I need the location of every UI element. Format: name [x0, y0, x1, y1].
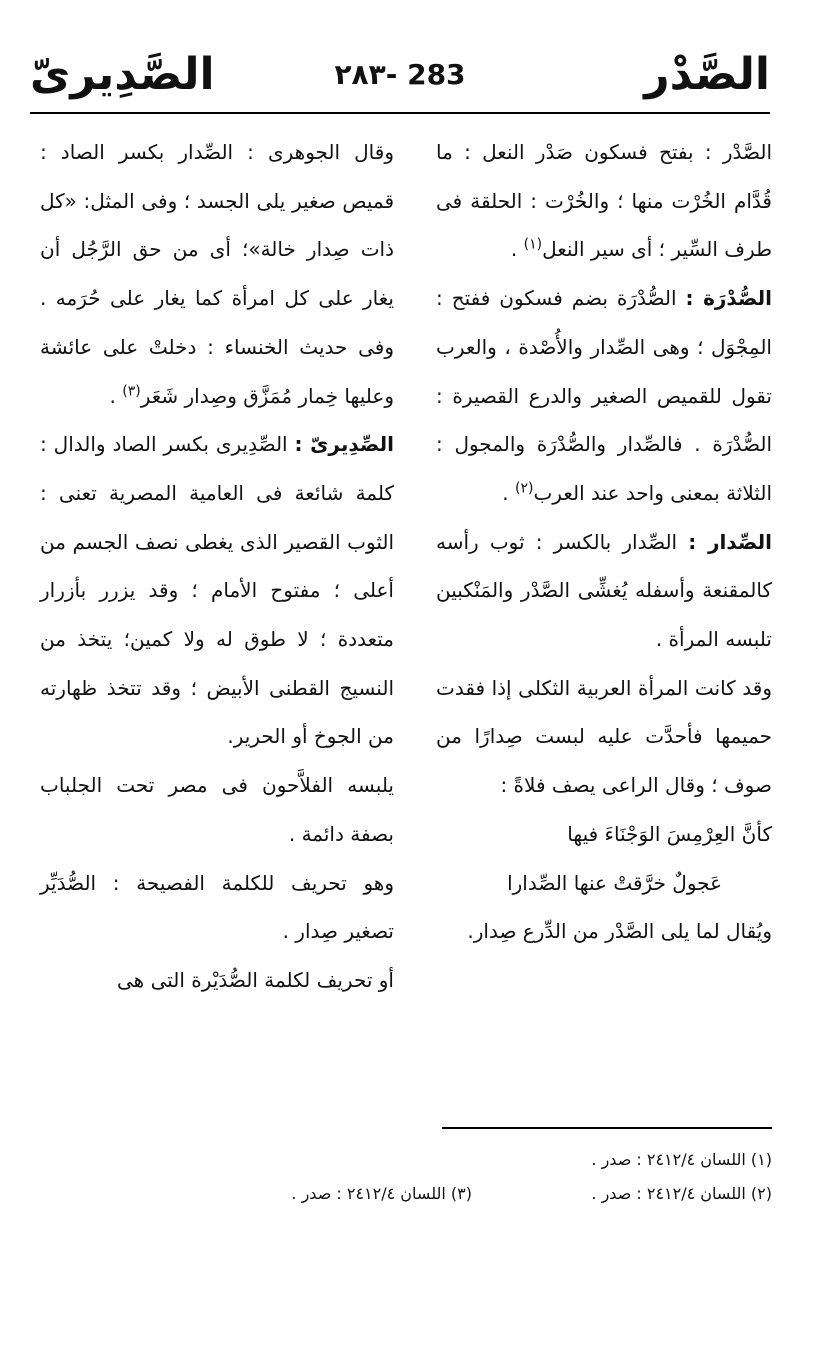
paragraph-text: الصُّدْرَة بضم فسكون ففتح : المِجْوَل ؛ وهى الصِّدار والأُصْدة ، والعرب تقول للقميص الصغير والدرع القصيرة : الصُّدْرَة . فالصِّدار والصُّدْرَة والمجول : الثلاثة بمعنى واحد عند العرب [436, 286, 772, 505]
paragraph [40, 420, 394, 761]
entry-head: الصِّدِيرىّ : [294, 432, 394, 457]
footnote-1: (١) اللسان ٢٤١٢/٤ : صدر . [591, 1150, 772, 1169]
paragraph-text: وهو تحريف للكلمة الفصيحة : الصُّدَيِّر تصغير صِدار . [40, 870, 394, 944]
paragraph-text: الصِّدار بالكسر : ثوب رأسه كالمقنعة وأسفله يُغشِّى الصَّدْر والمَنْكبين تلبسه المرأة . [436, 529, 772, 652]
footnote-3: (٣) اللسان ٢٤١٢/٤ : صدر . [291, 1184, 472, 1203]
paragraph-text: الصَّدْر : بفتح فسكون صَدْر النعل : ما قُدَّام الخُرْت منها ؛ والخُرْت : الحلقة فى طرف السِّير ؛ أى سير النعل [436, 140, 772, 262]
right-column [436, 128, 772, 956]
paragraph-text: ويُقال لما يلى الصَّدْر من الدِّرع صِدار. [467, 919, 772, 944]
paragraph-text: وقد كانت المرأة العربية الثكلى إذا فقدت حميمها فأحدَّت عليه لبست صِدارًا من صوف ؛ وقال الراعى يصف فلاةً : [436, 675, 772, 798]
paragraph [436, 664, 772, 810]
footnote-ref: (١) [523, 236, 543, 253]
entry-head: الصِّدار : [688, 529, 772, 554]
paragraph [40, 956, 394, 1005]
footnote-2: (٢) اللسان ٢٤١٢/٤ : صدر . [591, 1184, 772, 1203]
paragraph-tail: . [502, 480, 515, 505]
paragraph-tail: . [109, 383, 123, 408]
paragraph-text: الصِّدِيرى بكسر الصاد والدال : كلمة شائعة فى العامية المصرية تعنى : الثوب القصير الذى يغطى نصف الجسم من أعلى ؛ مفتوح الأمام ؛ وقد يزرر بأزرار متعددة ؛ لا طوق له ولا كمين؛ يتخذ من النسيج القطنى الأبيض ؛ وقد تتخذ ظهارته من الجوخ أو الحرير. [40, 432, 394, 749]
page-number: 283 -٢٨٣ [334, 58, 466, 91]
left-column [40, 128, 394, 1005]
footnote-ref: (٣) [122, 382, 141, 399]
verse-line: كأنَّ العِرْمِسَ الوَجْنَاءَ فيها [567, 821, 772, 846]
paragraph-text: يلبسه الفلاَّحون فى مصر تحت الجلباب بصفة دائمة . [40, 773, 394, 846]
entry-head: الصُّدْرَة : [685, 286, 773, 311]
paragraph [40, 128, 394, 420]
paragraph [436, 518, 772, 664]
paragraph-text: أو تحريف لكلمة الصُّدَيْرة التى هى [117, 967, 394, 992]
footnote-ref: (٢) [515, 480, 534, 497]
paragraph [436, 128, 772, 274]
paragraph [436, 907, 772, 956]
footnote-rule [442, 1127, 772, 1129]
paragraph [40, 859, 394, 956]
header-rule [30, 112, 770, 114]
paragraph [40, 761, 394, 858]
paragraph [436, 274, 772, 518]
paragraph-tail: . [510, 237, 524, 262]
paragraph-text: وقال الجوهرى : الصِّدار بكسر الصاد : قميص صغير يلى الجسد ؛ وفى المثل: «كل ذات صِدار خالة»؛ أى من حق الرَّجُل أن يغار على كل امرأة كما يغار على حُرَمه . وفى حديث الخنساء : دخلتْ على عائشة وعليها خِمار مُمَزَّق وصِدار شَعَر [40, 140, 394, 408]
header-entry-right: الصَّدْر [644, 49, 770, 100]
page-header [30, 40, 770, 110]
header-entry-left: الصَّدِيرىّ [30, 49, 215, 100]
verse-line: عَجولٌ خرَّقتْ عنها الصِّدارا [507, 870, 722, 895]
